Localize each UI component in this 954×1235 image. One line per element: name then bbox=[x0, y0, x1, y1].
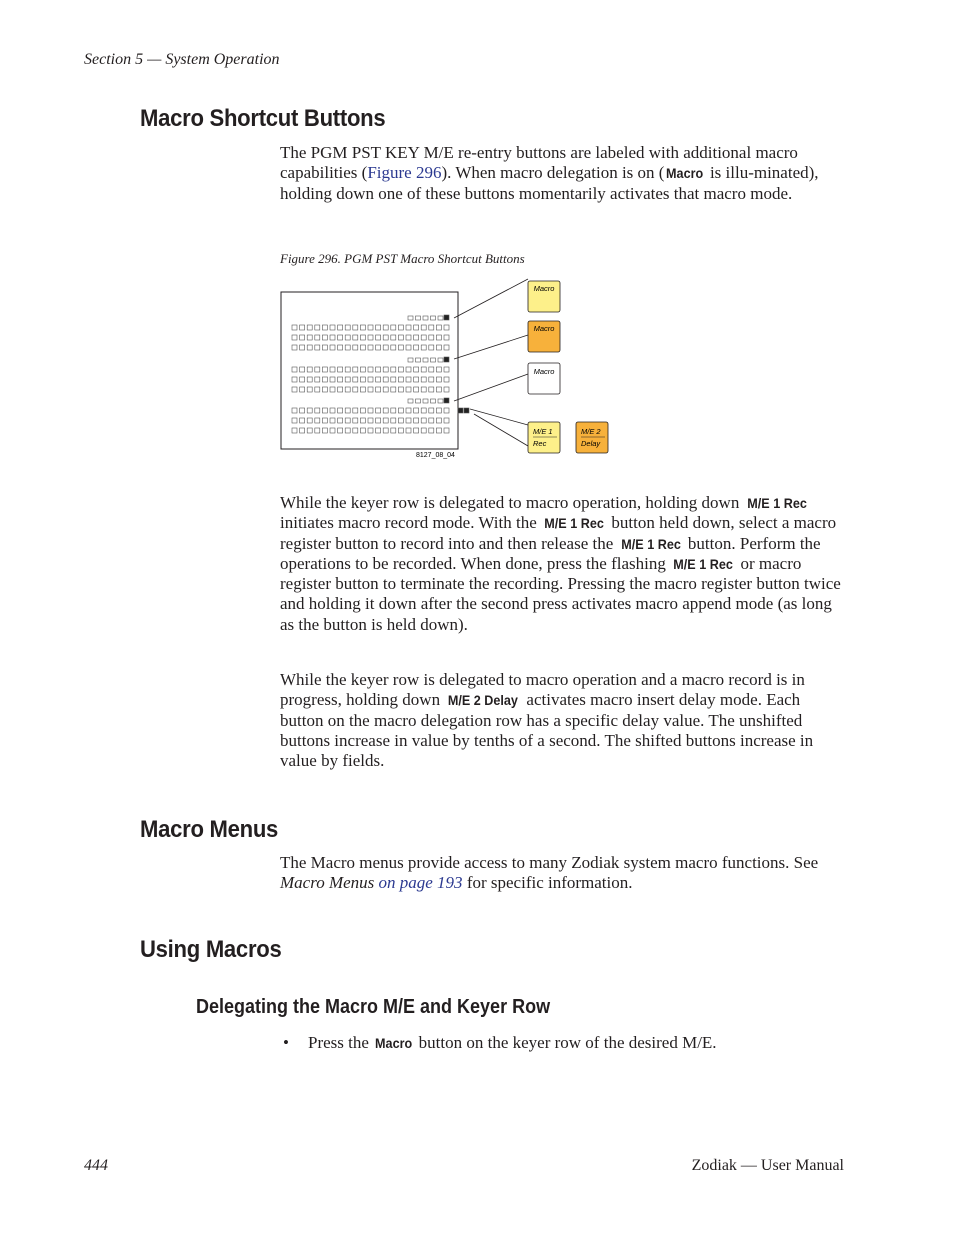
bullet-marker: • bbox=[283, 1033, 289, 1052]
callout-macro-2 bbox=[528, 321, 560, 352]
figure-panel-diagram bbox=[278, 278, 618, 463]
bullet-item-press-macro: Press the Macro button on the keyer row of the desired M/E. bbox=[308, 1033, 717, 1052]
callout-me2-delay bbox=[576, 422, 608, 453]
paragraph-shortcut-intro: The PGM PST KEY M/E re-entry buttons are labeled with additional macro capabilities (Figure 296). When macro delegation is on ( Macro is illu-minated), holding down one of these buttons momentarily activates that macro mode. bbox=[280, 143, 819, 203]
page-193-link[interactable]: on page 193 bbox=[374, 873, 463, 893]
running-head: Section 5 — System Operation bbox=[84, 51, 280, 68]
macro-button-ref: Macro bbox=[666, 165, 704, 182]
panel-button bbox=[444, 315, 449, 320]
callout-lines bbox=[454, 279, 528, 446]
paragraph-insert-delay: While the keyer row is delegated to macro operation and a macro record is in progress, holding down M/E 2 Delay activates macro insert delay mode. Each button on the macro delegation row has a specific delay value. The unshifted buttons increase in value by tenths of a second. The shifted buttons increase in value by fields. bbox=[280, 670, 814, 771]
callout-macro-1 bbox=[528, 281, 560, 312]
section-heading-macro-shortcut-buttons: Macro Shortcut Buttons bbox=[140, 105, 386, 132]
svg-text:M/E 1: M/E 1 bbox=[533, 427, 553, 436]
panel-button bbox=[444, 357, 449, 362]
svg-text:Rec: Rec bbox=[533, 439, 547, 448]
section-heading-using-macros: Using Macros bbox=[140, 936, 282, 963]
svg-text:Macro: Macro bbox=[533, 324, 555, 333]
panel-button bbox=[444, 398, 449, 403]
svg-text:Macro: Macro bbox=[533, 367, 555, 376]
panel-button bbox=[464, 408, 469, 413]
figure-id-label: 8127_08_04 bbox=[416, 452, 455, 459]
callout-me1-rec bbox=[528, 422, 560, 453]
subheading-delegating: Delegating the Macro M/E and Keyer Row bbox=[196, 996, 551, 1018]
footer-title: Zodiak — User Manual bbox=[691, 1157, 844, 1174]
paragraph-record-mode: While the keyer row is delegated to macro operation, holding down M/E 1 Rec initiates macro record mode. With the M/E 1 Rec button held down, select a macro register button to record into and then release the M/E 1 Rec button. Perform the operations to be recorded. When done, press the flashing M/E 1 Rec or macro register button to terminate the recording. Pressing the macro register button twice and holding it down after the second press activates macro append mode (as long as the button is held down). bbox=[280, 493, 841, 634]
me1-rec-button-ref: M/E 1 Rec bbox=[673, 555, 733, 572]
svg-text:Delay: Delay bbox=[581, 439, 601, 448]
me2-delay-button-ref: M/E 2 Delay bbox=[448, 692, 519, 709]
page-number: 444 bbox=[84, 1157, 108, 1174]
callout-macro-3 bbox=[528, 363, 560, 394]
me1-rec-button-ref: M/E 1 Rec bbox=[746, 495, 807, 511]
paragraph-macro-menus: The Macro menus provide access to many Zodiak system macro functions. See Macro Menus on page 193 for specific information. bbox=[280, 853, 819, 893]
figure-caption: Figure 296. PGM PST Macro Shortcut Buttons bbox=[280, 251, 525, 266]
section-heading-macro-menus: Macro Menus bbox=[140, 816, 279, 843]
panel-button bbox=[458, 408, 463, 413]
svg-text:Macro: Macro bbox=[533, 284, 555, 293]
figure-296-link[interactable]: Figure 296 bbox=[367, 163, 442, 183]
macro-button-ref: Macro bbox=[375, 1035, 413, 1051]
me1-rec-button-ref: M/E 1 Rec bbox=[544, 515, 604, 532]
me1-rec-button-ref: M/E 1 Rec bbox=[620, 535, 681, 552]
svg-text:M/E 2: M/E 2 bbox=[581, 427, 601, 436]
